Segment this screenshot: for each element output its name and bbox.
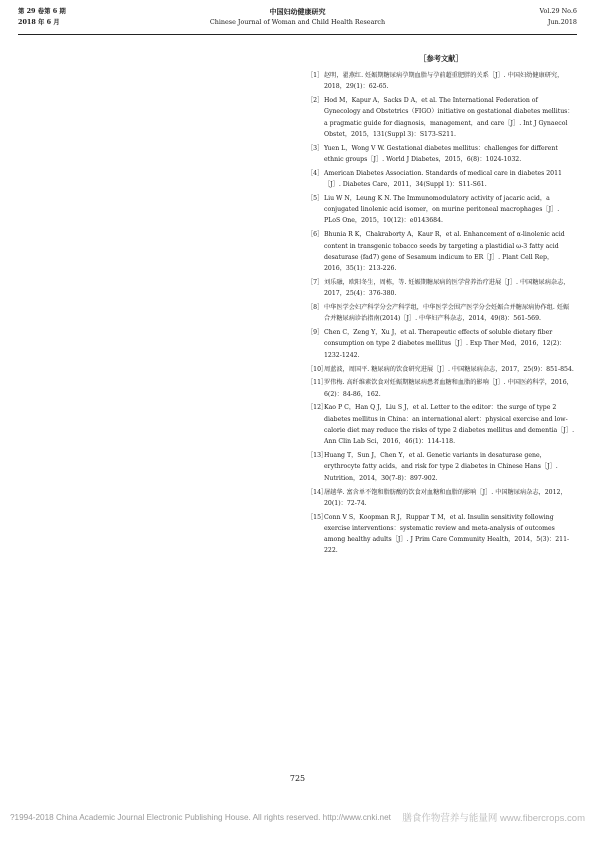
references-heading: ［参考文献］ <box>419 54 463 63</box>
right-column <box>307 44 575 559</box>
reference-number: ［11］ <box>307 379 328 387</box>
reference-number: ［3］ <box>307 144 324 152</box>
reference-item <box>307 402 575 447</box>
reference-number: ［9］ <box>307 329 324 337</box>
reference-number: ［10］ <box>307 365 328 373</box>
issue-date-en: Jun.2018 <box>547 18 577 26</box>
reference-item <box>307 168 575 191</box>
reference-text: 周蓝波，周国平. 糖尿病的饮食研究进展［J］. 中国糖尿病杂志，2017，25(9)：851-854. <box>324 365 574 373</box>
reference-number: ［7］ <box>307 278 324 286</box>
reference-text: Chen C，Zeng Y，Xu J，et al. Therapeutic effects of soluble dietary fiber consumption on type 2 diabetes mellitus［J］. Exp Ther Med，2016，12(2)：1232-1242. <box>324 329 566 359</box>
issue-date: 2018 年 6 月 <box>18 18 60 26</box>
reference-number: ［12］ <box>307 404 328 412</box>
reference-number: ［2］ <box>307 97 324 104</box>
reference-text: Kao P C，Han Q J，Liu S J，et al. Letter to the editor：the surge of type 2 diabetes mellitus in China：an international alert：physical exercise and low-calorie diet may reduce the risks of type 2 diabetes mellitus and dementia［J］. Ann Clin Lab Sci，2016，46(1)：114-118. <box>324 404 575 446</box>
journal-title-en: Chinese Journal of Woman and Child Health Research <box>209 18 386 26</box>
volume-issue-en: Vol.29 No.6 <box>539 7 577 15</box>
reference-item <box>307 70 575 93</box>
reference-item <box>307 512 575 557</box>
reference-number: ［4］ <box>307 169 324 177</box>
reference-text: 中华医学会妇产科学分会产科学组，中华医学会围产医学分会妊娠合并糖尿病协作组. 妊娠合并糖尿病诊治指南(2014)［J］. 中华妇产科杂志，2014，49(8)：561-569. <box>324 304 570 323</box>
reference-number: ［1］ <box>307 71 324 79</box>
copyright-notice: ?1994-2018 China Academic Journal Electronic Publishing House. All rights reserved. <box>10 813 321 822</box>
reference-list <box>307 70 575 557</box>
reference-text: 赵明，翟燕红. 妊娠期糖尿病孕期血脂与孕前超重肥胖的关系［J］. 中国妇幼健康研究，2018，29(1)：62-65. <box>324 71 564 91</box>
reference-number: ［5］ <box>307 194 324 202</box>
reference-text: Huang T，Sun J，Chen Y，et al. Genetic variants in desaturase gene，erythrocyte fatty acids，and risk for type 2 diabetes in Chinese Hans［J］. Nutrition，2014，30(7-8)：897-902. <box>324 452 558 482</box>
reference-item <box>307 327 575 361</box>
reference-number: ［6］ <box>307 231 324 239</box>
watermark-text: 膳食作物营养与能量网 www.fibercrops.com <box>402 813 585 824</box>
reference-item <box>307 277 575 300</box>
reference-number: ［8］ <box>307 304 324 312</box>
reference-text: Liu W N，Leung K N. The Immunomodulatory activity of jacaric acid，a conjugated linolenic acid isomer，on murine peritoneal macrophages［J］. PLoS One，2015，10(12)：e0143684. <box>324 194 560 225</box>
reference-text: 刘乐融，欧阳冬生，周栋，等. 妊娠期糖尿病的医学营养治疗进展［J］. 中国糖尿病杂志，2017，25(4)：376-380. <box>324 278 570 298</box>
running-head <box>18 4 577 35</box>
reference-text: 罗伟梅. 高纤维素饮食对妊娠期糖尿病患者血糖和血脂的影响［J］. 中国医药科学，2016，6(2)：84-86，162. <box>324 379 573 398</box>
reference-number: ［13］ <box>307 452 328 460</box>
reference-number: ［15］ <box>307 513 328 521</box>
reference-item <box>307 95 575 140</box>
footer <box>10 813 585 822</box>
reference-item <box>307 302 575 325</box>
reference-item <box>307 377 575 400</box>
reference-text: Bhunia R K，Chakraborty A，Kaur R，et al. Enhancement of α-linolenic acid content in transgenic tobacco seeds by targeting a plastidial ω-3 fatty acid desaturase (fad7) gene of Sesamum indicum to ER［J］. Plant Cell Rep，2016，35(1)：213-226. <box>324 231 565 273</box>
reference-text: American Diabetes Association. Standards of medical care in diabetes 2011［J］. Diabetes Care，2011，34(Suppl 1)：S11-S61. <box>324 169 562 189</box>
reference-item <box>307 193 575 227</box>
reference-text: Hod M，Kapur A，Sacks D A，et al. The International Federation of Gynecology and Obstetrics（FIGO）initiative on gestational diabetes mellitus：a pragmatic guide for diagnosis，management，and care［J］. Int J Gynaecol Obstet，2015，131(Suppl 3)：S173-S211. <box>324 97 574 138</box>
footer-url[interactable]: http://www.cnki.net <box>322 813 391 822</box>
reference-number: ［14］ <box>307 488 328 496</box>
reference-text: Conn V S，Koopman R J，Ruppar T M，et al. Insulin sensitivity following exercise interventions：systematic review and meta-analysis of outcomes among healthy adults［J］. J Prim Care Community Health，2014，5(3)：211-222. <box>324 513 570 555</box>
journal-title <box>18 6 577 28</box>
page-number: 725 <box>289 774 306 783</box>
reference-item <box>307 450 575 484</box>
reference-text: 屠越华. 富含单不饱和脂肪酸的饮食对血糖和血脂的影响［J］. 中国糖尿病杂志，2012，20(1)：72-74. <box>324 488 567 507</box>
volume-issue: 第 29 卷第 6 期 <box>18 7 66 15</box>
reference-item <box>307 364 575 375</box>
reference-text: Yuen L，Wong V W. Gestational diabetes mellitus：challenges for different ethnic groups［J］. World J Diabetes，2015，6(8)：1024-1032. <box>324 144 558 163</box>
reference-item <box>307 143 575 166</box>
reference-item <box>307 487 575 510</box>
issue-info-en <box>539 6 577 28</box>
reference-item <box>307 229 575 274</box>
journal-title-cn: 中国妇幼健康研究 <box>269 7 326 16</box>
